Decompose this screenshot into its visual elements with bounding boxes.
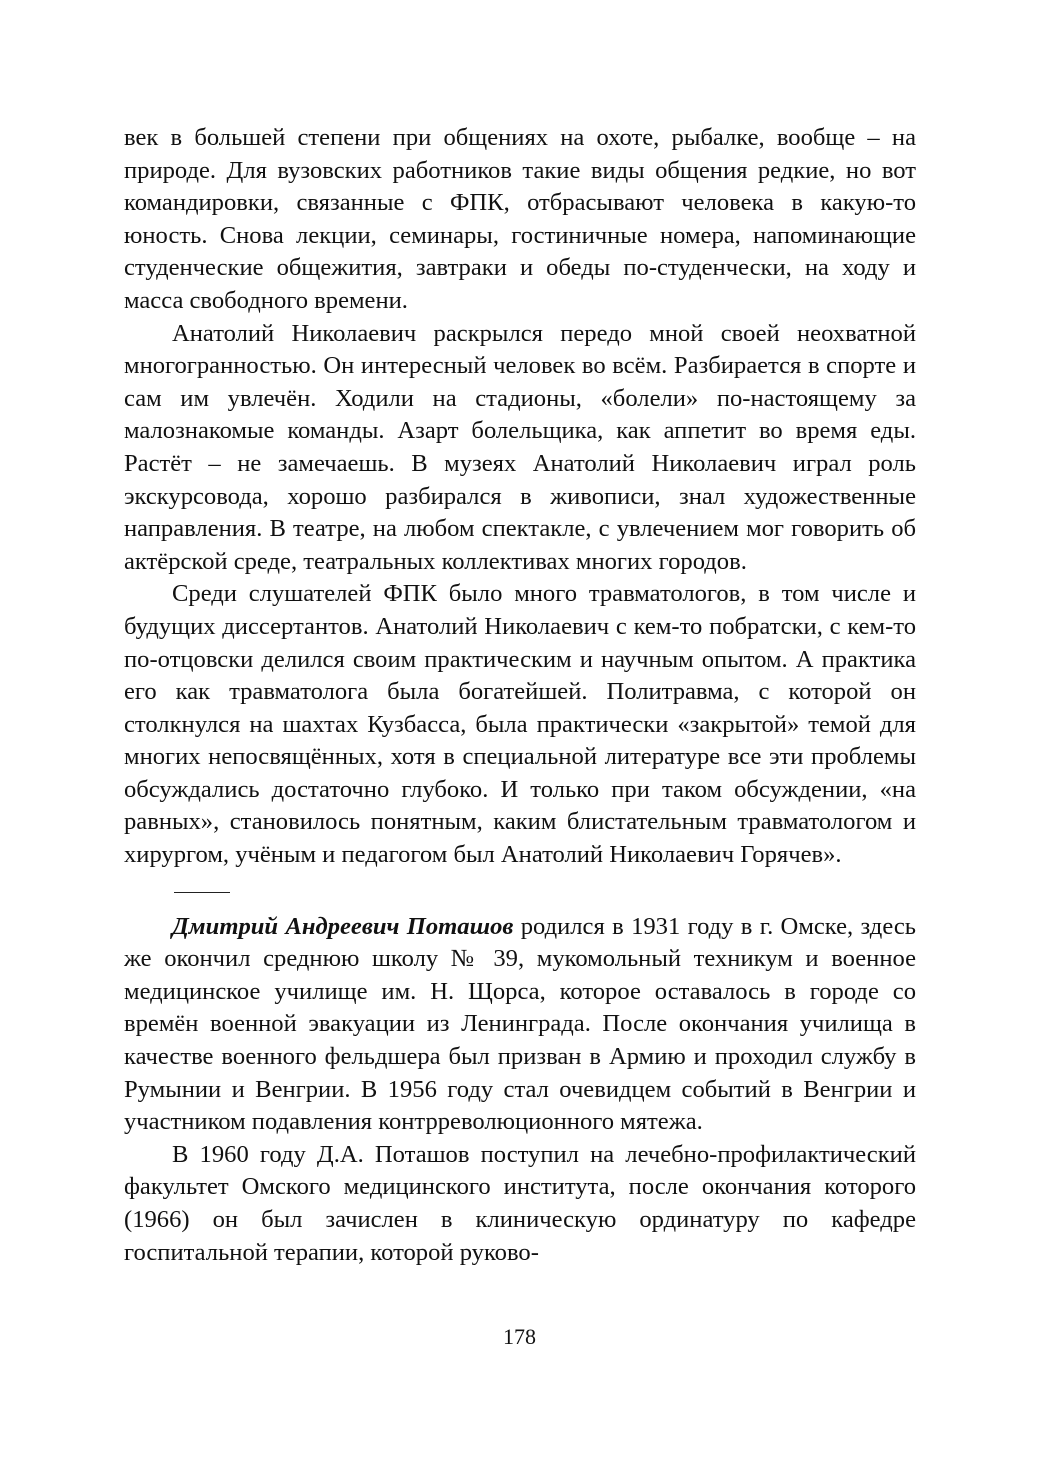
bio-paragraph-1 — [124, 911, 916, 1139]
page-number: 178 — [503, 1324, 536, 1349]
bio-paragraph-2: В 1960 году Д.А. Поташов поступил на лечебно-профилактический факультет Омского медицинского института, после окончания которого (1966) он был зачислен в клиническую ординатуру по кафедре госпитальной терапии, которой руково- — [124, 1140, 916, 1266]
section-divider — [174, 892, 230, 893]
bio-paragraph-1-text: родился в 1931 году в г. Омске, здесь же окончил среднюю школу № 39, мукомольный техникум и военное медицинское училище им. Н. Щорса, которое оставалось в городе со времён военной эвакуации из Ленинграда. После окончания училища в качестве военного фельдшера был призван в Армию и проходил службу в Румынии и Венгрии. В 1956 году стал очевидцем событий в Венгрии и участником подавления контрреволюционного мятежа. — [124, 912, 916, 1136]
page-body — [124, 122, 916, 1269]
paragraph-3: Среди слушателей ФПК было много травматологов, в том числе и будущих диссертантов. Анатолий Николаевич с кем-то побратски, с кем-то по-отцовски делился своим практическим и научным опытом. А практика его как травматолога была богатейшей. Политравма, с которой он столкнулся на шахтах Кузбасса, была практически «закрытой» темой для многих непосвящённых, хотя в специальной литературе все эти проблемы обсуждались достаточно глубоко. И только при таком обсуждении, «на равных», становилось понятным, каким блистательным травматологом и хирургом, учёным и педагогом был Анатолий Николаевич Горячев». — [124, 580, 916, 869]
paragraph-1: век в большей степени при общениях на охоте, рыбалке, вообще – на природе. Для вузовских работников такие виды общения редкие, но вот командировки, связанные с ФПК, отбрасывают человека в какую-то юность. Снова лекции, семинары, гостиничные номера, напоминающие студенческие общежития, завтраки и обеды по-студенчески, на ходу и масса свободного времени. — [124, 124, 916, 314]
bio-person-name: Дмитрий Андреевич Поташов — [172, 912, 514, 940]
paragraph-2: Анатолий Николаевич раскрылся передо мной своей неохватной многогранностью. Он интересный человек во всём. Разбирается в спорте и сам им увлечён. Ходили на стадионы, «болели» по-настоящему за малознакомые команды. Азарт болельщика, как аппетит во время еды. Растёт – не замечаешь. В музеях Анатолий Николаевич играл роль экскурсовода, хорошо разбирался в живописи, знал художественные направления. В театре, на любом спектакле, с увлечением мог говорить об актёрской среде, театральных коллективах многих городов. — [124, 319, 916, 575]
